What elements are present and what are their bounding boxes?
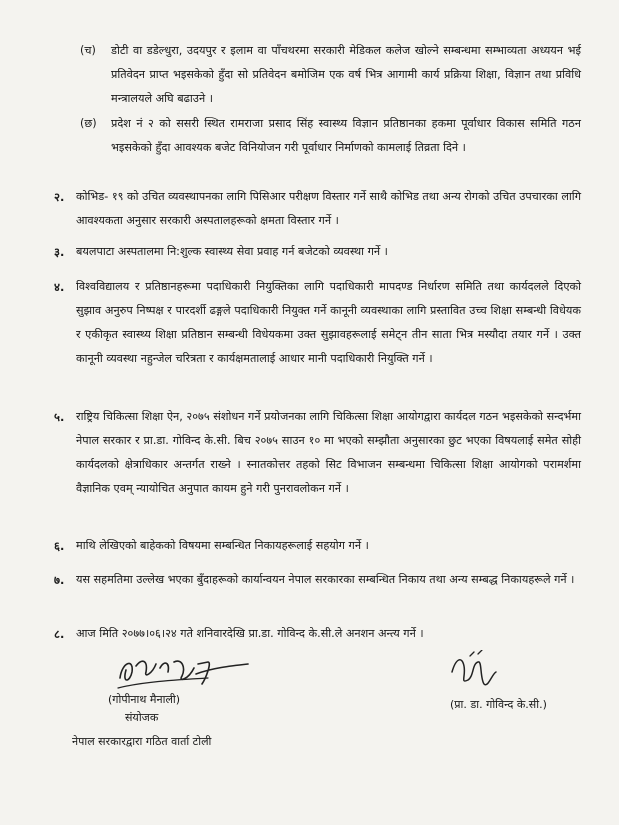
item-6-text: माथि लेखिएको बाहेकको विषयमा सम्बन्धित निकायहरूलाई सहयोग गर्ने । — [76, 539, 369, 552]
right-signatory-name: (प्रा. डा. गोविन्द के.सी.) — [450, 698, 547, 711]
left-signatory-name: (गोपीनाथ मैनाली) — [108, 693, 181, 706]
item-7-text: यस सहमतिमा उल्लेख भएका बुँदाहरूको कार्यान्वयन नेपाल सरकारका सम्बन्धित निकाय तथा अन्य सम्बद्ध निकायहरूले गर्ने । — [76, 573, 575, 586]
right-signature — [448, 650, 508, 694]
item-8-text: आज मिति २०७७।०६।२४ गते शनिवारदेखि प्रा.डा. गोविन्द के.सी.ले अनशन अन्त्य गर्ने । — [76, 627, 424, 640]
left-signatory-team: नेपाल सरकारद्वारा गठित वार्ता टोली — [72, 735, 212, 748]
item-3-text: बयलपाटा अस्पतालमा नि:शुल्क स्वास्थ्य सेवा प्रवाह गर्न बजेटको व्यवस्था गर्ने । — [76, 245, 388, 258]
item-6-number: ६. — [54, 539, 65, 553]
sub-item-chha-label: (छ) — [80, 117, 97, 130]
item-4-text: विश्वविद्यालय र प्रतिष्ठानहरूमा पदाधिकारी नियुक्तिका लागि पदाधिकारी मापदण्ड निर्धारण समिति तथा कार्यदलले दिएको सुझाव अनुरुप निष्पक्ष र पारदर्शी ढङ्गले पदाधिकारी नियुक्त गर्ने कानूनी व्यवस्थाका लागि प्रस्तावित उच्च शिक्षा सम्बन्धी विधेयक र एकीकृत स्वास्थ्य शिक्षा प्रतिष्ठान सम्बन्धी विधेयकमा उक्त सुझावहरूलाई समेट्न तीन साता भित्र मस्यौदा तयार गर्ने । उक्त कानूनी व्यवस्था नहुन्जेल चरित्रता र कार्यक्षमतालाई आधार मानी पदाधिकारी नियुक्ति गर्ने । — [76, 280, 581, 365]
item-5-number: ५. — [54, 410, 65, 424]
item-7-number: ७. — [54, 573, 65, 587]
item-2-text: कोभिड- १९ को उचित व्यवस्थापनका लागि पिसिआर परीक्षण विस्तार गर्ने साथै कोभिड तथा अन्य रोगको उचित उपचारका लागि आवश्यकता अनुसार सरकारी अस्पतालहरूको क्षमता विस्तार गर्ने । — [76, 190, 581, 227]
sub-item-cha-label: (च) — [80, 44, 96, 57]
item-3-number: ३. — [54, 245, 65, 259]
item-8-number: ८. — [54, 627, 65, 641]
sub-item-cha-text: डोटी वा डडेल्धुरा, उदयपुर र इलाम वा पाँचथरमा सरकारी मेडिकल कलेज खोल्ने सम्बन्धमा सम्भाव्यता अध्ययन भई प्रतिवेदन प्राप्त भइसकेको हुँदा सो प्रतिवेदन बमोजिम एक वर्ष भित्र आगामी कार्य प्रक्रिया शिक्षा, विज्ञान तथा प्रविधि मन्त्रालयले अघि बढाउने । — [111, 44, 581, 105]
left-signatory-role: संयोजक — [125, 711, 159, 724]
sub-item-chha-text: प्रदेश नं २ को ससरी स्थित रामराजा प्रसाद सिंह स्वास्थ्य विज्ञान प्रतिष्ठानका हकमा पूर्वाधार विकास समिति गठन भइसकेको हुँदा आवश्यक बजेट विनियोजन गरी पूर्वाधार निर्माणको कामलाई तिव्रता दिने । — [111, 117, 581, 154]
item-2-number: २. — [54, 190, 65, 204]
item-5-text: राष्ट्रिय चिकित्सा शिक्षा ऐन, २०७५ संशोधन गर्ने प्रयोजनका लागि चिकित्सा शिक्षा आयोगद्वारा कार्यदल गठन भइसकेको सन्दर्भमा नेपाल सरकार र प्रा.डा. गोविन्द के.सी. बिच २०७५ साउन १० मा भएको सम्झौता अनुसारका छुट भएका विषयलाई समेत सोही कार्यदलको क्षेत्राधिकार अन्तर्गत राख्ने । स्नातकोत्तर तहको सिट विभाजन सम्बन्धमा चिकित्सा शिक्षा आयोगको परामर्शमा वैज्ञानिक एवम् न्यायोचित अनुपात कायम हुने गरी पुनरावलोकन गर्ने । — [76, 410, 581, 495]
item-4-number: ४. — [54, 280, 65, 294]
